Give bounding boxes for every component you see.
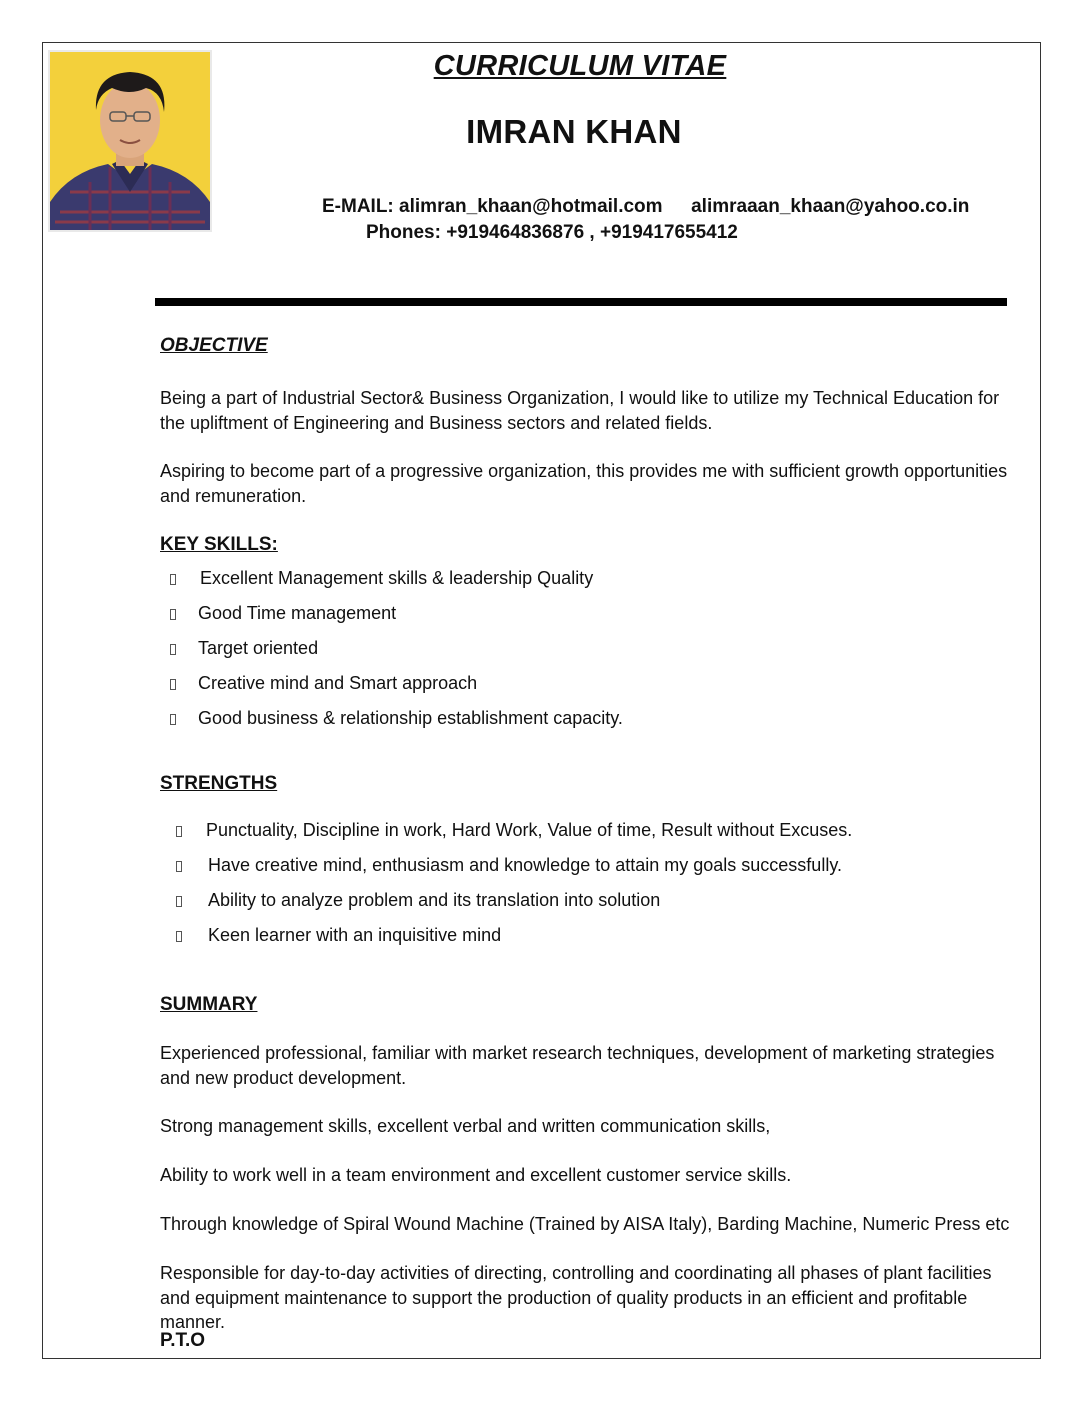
bullet-icon bbox=[170, 644, 176, 655]
email-primary: alimran_khaan@hotmail.com bbox=[399, 196, 663, 217]
email-line bbox=[322, 196, 969, 218]
header-divider bbox=[155, 298, 1007, 306]
summary-paragraph: Responsible for day-to-day activities of directing, controlling and coordinating all phases of plant facilities and equipment maintenance to support the production of quality products in an efficient and profitable manner. bbox=[160, 1263, 992, 1332]
page-turn-note: P.T.O bbox=[160, 1330, 206, 1351]
email-label: E-MAIL: bbox=[322, 196, 394, 217]
bullet-icon bbox=[176, 931, 182, 942]
strengths-heading: STRENGTHS bbox=[160, 773, 278, 794]
bullet-icon bbox=[176, 861, 182, 872]
phone-line bbox=[366, 222, 738, 244]
summary-paragraph: Strong management skills, excellent verbal and written communication skills, bbox=[160, 1116, 771, 1136]
email-secondary: alimraaan_khaan@yahoo.co.in bbox=[691, 196, 970, 217]
bullet-icon bbox=[176, 896, 182, 907]
bullet-icon bbox=[176, 826, 182, 837]
bullet-icon bbox=[170, 609, 176, 620]
summary-heading: SUMMARY bbox=[160, 994, 258, 1015]
summary-paragraph: Experienced professional, familiar with market research techniques, development of marketing strategies and new product development. bbox=[160, 1043, 995, 1088]
objective-paragraph: Aspiring to become part of a progressive organization, this provides me with sufficient growth opportunities and remuneration. bbox=[160, 461, 1008, 506]
objective-heading: OBJECTIVE bbox=[160, 335, 268, 356]
cv-title: CURRICULUM VITAE bbox=[433, 50, 727, 82]
bullet-icon bbox=[170, 574, 176, 585]
candidate-name: IMRAN KHAN bbox=[466, 113, 682, 150]
phone-numbers: +919464836876 , +919417655412 bbox=[446, 222, 738, 243]
phones-label: Phones: bbox=[366, 222, 441, 243]
summary-paragraph: Ability to work well in a team environment and excellent customer service skills. bbox=[160, 1165, 792, 1185]
summary-paragraph: Through knowledge of Spiral Wound Machine (Trained by AISA Italy), Barding Machine, Numeric Press etc bbox=[160, 1214, 1010, 1234]
bullet-icon bbox=[170, 714, 176, 725]
key-skills-heading: KEY SKILLS: bbox=[160, 534, 278, 555]
bullet-icon bbox=[170, 679, 176, 690]
objective-paragraph: Being a part of Industrial Sector& Business Organization, I would like to utilize my Technical Education for the upliftment of Engineering and Business sectors and related fields. bbox=[160, 388, 1000, 433]
